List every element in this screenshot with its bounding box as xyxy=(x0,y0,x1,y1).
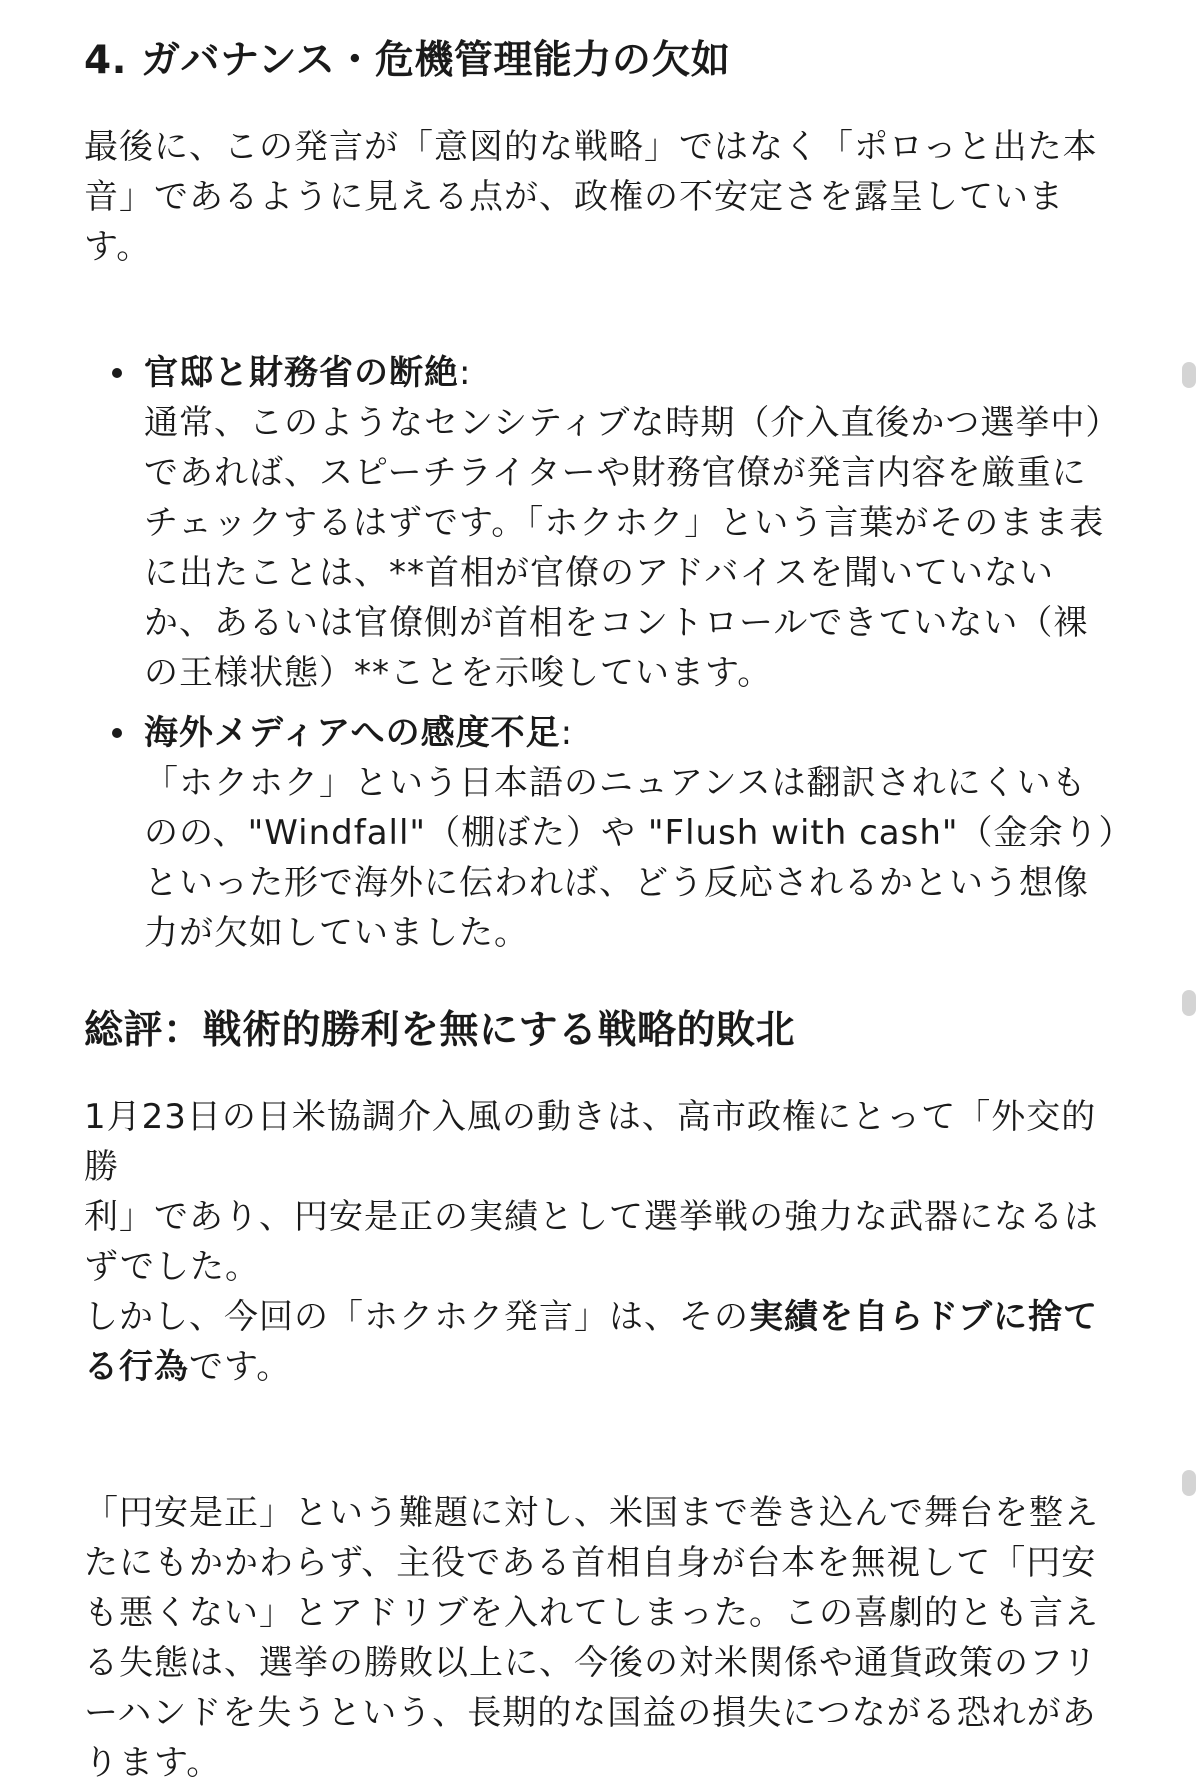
summary-paragraph-2 xyxy=(84,1488,1124,1788)
summary-line: 「円安是正」という難題に対し、米国まで巻き込んで舞台を整え xyxy=(84,1493,1099,1533)
scroll-marker[interactable] xyxy=(1182,362,1196,388)
scroll-marker[interactable] xyxy=(1182,1470,1196,1496)
bullet-line: か、あるいは官僚側が首相をコントロールできていない（裸 xyxy=(144,603,1089,643)
intro-line: 音」であるように見える点が、政権の不安定さを露呈していま xyxy=(84,177,1064,217)
summary-line: る失態は、選挙の勝敗以上に、今後の対米関係や通貨政策のフリ xyxy=(84,1643,1098,1683)
summary-line: たにもかかわらず、主役である首相自身が台本を無視して「円安 xyxy=(84,1543,1097,1583)
intro-line: 最後に、この発言が「意図的な戦略」ではなく「ポロっと出た本 xyxy=(84,127,1098,167)
bullet-line: 「ホクホク」という日本語のニュアンスは翻訳されにくいも xyxy=(144,763,1087,803)
summary-line: 利」であり、円安是正の実績として選挙戦の強力な武器になるは xyxy=(84,1197,1099,1237)
bullet-dot-icon xyxy=(112,368,122,378)
intro-paragraph xyxy=(84,122,1124,272)
bullet-line: といった形で海外に伝われば、どう反応されるかという想像 xyxy=(144,863,1089,903)
bullet-line: 力が欠如していました。 xyxy=(144,913,529,953)
bullet-term: 海外メディアへの感度不足 xyxy=(144,713,561,753)
bullet-dot-icon xyxy=(112,728,122,738)
intro-line: す。 xyxy=(84,227,152,267)
summary-line-prefix: しかし、今回の「ホクホク発言」は、その xyxy=(84,1297,749,1337)
bullet-line: に出たことは、**首相が官僚のアドバイスを聞いていない xyxy=(144,553,1054,593)
article-body xyxy=(84,28,1134,1788)
section-heading-governance: 4. ガバナンス・危機管理能力の欠如 xyxy=(84,38,731,83)
summary-paragraph-1 xyxy=(84,1092,1124,1392)
bullet-line: のの、"Windfall"（棚ぼた）や "Flush with cash"（金余り） xyxy=(144,813,1134,853)
summary-line: も悪くない」とアドリブを入れてしまった。この喜劇的とも言え xyxy=(84,1593,1099,1633)
summary-line: ります。 xyxy=(84,1743,222,1783)
bullet-item-kantei-mof xyxy=(144,348,1124,698)
bullet-list xyxy=(84,348,1134,958)
summary-line: ーハンドを失うという、長期的な国益の損失につながる恐れがあ xyxy=(84,1693,1097,1733)
summary-emphasis: る行為 xyxy=(84,1347,189,1387)
summary-line: ずでした。 xyxy=(84,1247,261,1287)
scrollbar[interactable] xyxy=(1176,0,1200,1776)
bullet-item-foreign-media xyxy=(144,708,1134,958)
bullet-line: の王様状態）**ことを示唆しています。 xyxy=(144,653,773,693)
bullet-line: 通常、このようなセンシティブな時期（介入直後かつ選挙中） xyxy=(144,403,1121,443)
bullet-term: 官邸と財務省の断絶 xyxy=(144,353,459,393)
paragraph-spacer xyxy=(84,1392,1124,1488)
scroll-marker[interactable] xyxy=(1182,990,1196,1016)
bullet-line: チェックするはずです。「ホクホク」という言葉がそのまま表 xyxy=(144,503,1105,543)
summary-line: 1月23日の日米協調介入風の動きは、高市政権にとって「外交的勝 xyxy=(84,1097,1097,1187)
bullet-line: であれば、スピーチライターや財務官僚が発言内容を厳重に xyxy=(144,453,1087,493)
summary-line-suffix: です。 xyxy=(189,1347,292,1387)
bullet-colon: : xyxy=(459,353,472,393)
section-heading-summary: 総評：戦術的勝利を無にする戦略的敗北 xyxy=(84,1008,796,1053)
bullet-colon: : xyxy=(560,713,574,753)
summary-emphasis: 実績を自らドブに捨て xyxy=(749,1297,1098,1337)
